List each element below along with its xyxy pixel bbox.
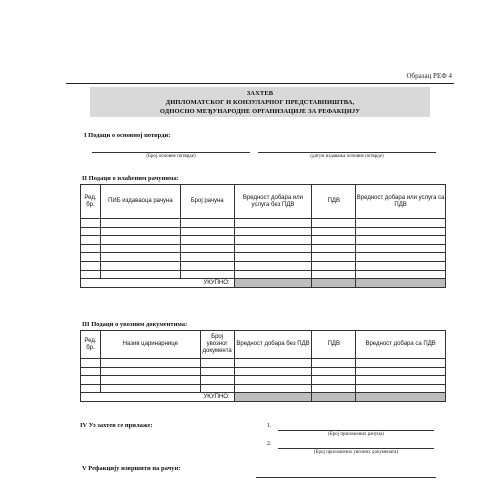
basic-certificate-date-line[interactable] [258,152,436,153]
section4-heading: IV Уз захтев се прилаже: [80,422,153,429]
total-label: УКУПНО: [81,393,235,402]
table-row [81,244,446,253]
table-row [81,253,446,262]
attachment-1-caption: (Број приложених рачуна) [328,432,384,437]
col-header-value-with-vat: Вредност добара са ПДВ [356,331,446,359]
col-header-pib: ПИБ издаваоца рачуна [100,185,180,219]
top-rule [66,83,454,84]
col-header-import-doc-number: Број увозног документа [200,331,234,359]
basic-certificate-number-caption: (Број основне потврде) [146,154,196,159]
form-page [60,60,460,480]
total-vat [312,279,356,288]
table-row [81,261,446,270]
table-row [81,227,446,236]
table-row [81,384,446,393]
import-documents-table [80,330,446,402]
col-header-customs-office: Назив царинарнице [100,331,200,359]
col-header-no: Ред. бр. [81,331,101,359]
section2-heading: II Подаци о плаћеним рачунима: [82,175,179,182]
section1-heading: I Подаци о основној потврди: [84,132,171,139]
form-code: Образац РЕФ 4 [406,72,452,80]
table-row [81,367,446,376]
col-header-invoice-number: Број рачуна [180,185,234,219]
table-row [81,236,446,245]
table-row [81,270,446,279]
refund-account-line[interactable] [256,477,436,478]
col-header-no: Ред. бр. [81,185,101,219]
total-value-without-vat [234,393,312,402]
col-header-value-with-vat: Вредност добара или услуга са ПДВ [356,185,446,219]
table-row [81,376,446,385]
attachment-1-number: 1. [267,423,272,429]
col-header-value-without-vat: Вредност добара без ПДВ [234,331,312,359]
table-row [81,359,446,368]
col-header-vat: ПДВ [312,185,356,219]
basic-certificate-number-line[interactable] [92,152,250,153]
col-header-value-without-vat: Вредност добара или услуга без ПДВ [234,185,312,219]
total-value-without-vat [234,279,312,288]
total-value-with-vat [356,279,446,288]
section5-heading: V Рефакцију извршити на рачун: [82,465,181,472]
attachment-1-line[interactable] [278,430,434,431]
basic-certificate-date-caption: (датум издавања основне потврде) [310,154,384,159]
total-value-with-vat [356,393,446,402]
attachment-2-caption: (Број приложених увозних докумената) [313,450,399,455]
title-line-3: ОДНОСНО МЕЂУНАРОДНЕ ОРГАНИЗАЦИЈЕ ЗА РЕФАКЦИЈУ [159,108,361,115]
title-line-1: ЗАХТЕВ [246,90,274,97]
col-header-vat: ПДВ [312,331,356,359]
attachment-2-number: 2. [267,441,272,447]
section3-heading: III Подаци о увозним документима: [82,321,188,328]
total-vat [312,393,356,402]
totals-row [81,279,446,288]
total-label: УКУПНО: [81,279,235,288]
paid-invoices-table [80,184,446,288]
attachment-2-line[interactable] [278,448,434,449]
title-band [90,87,430,117]
title-line-2: ДИПЛОМАТСКОГ И КОНЗУЛАРНОГ ПРЕДСТАВНИШТВА, [165,99,355,106]
table-row [81,219,446,228]
totals-row [81,393,446,402]
